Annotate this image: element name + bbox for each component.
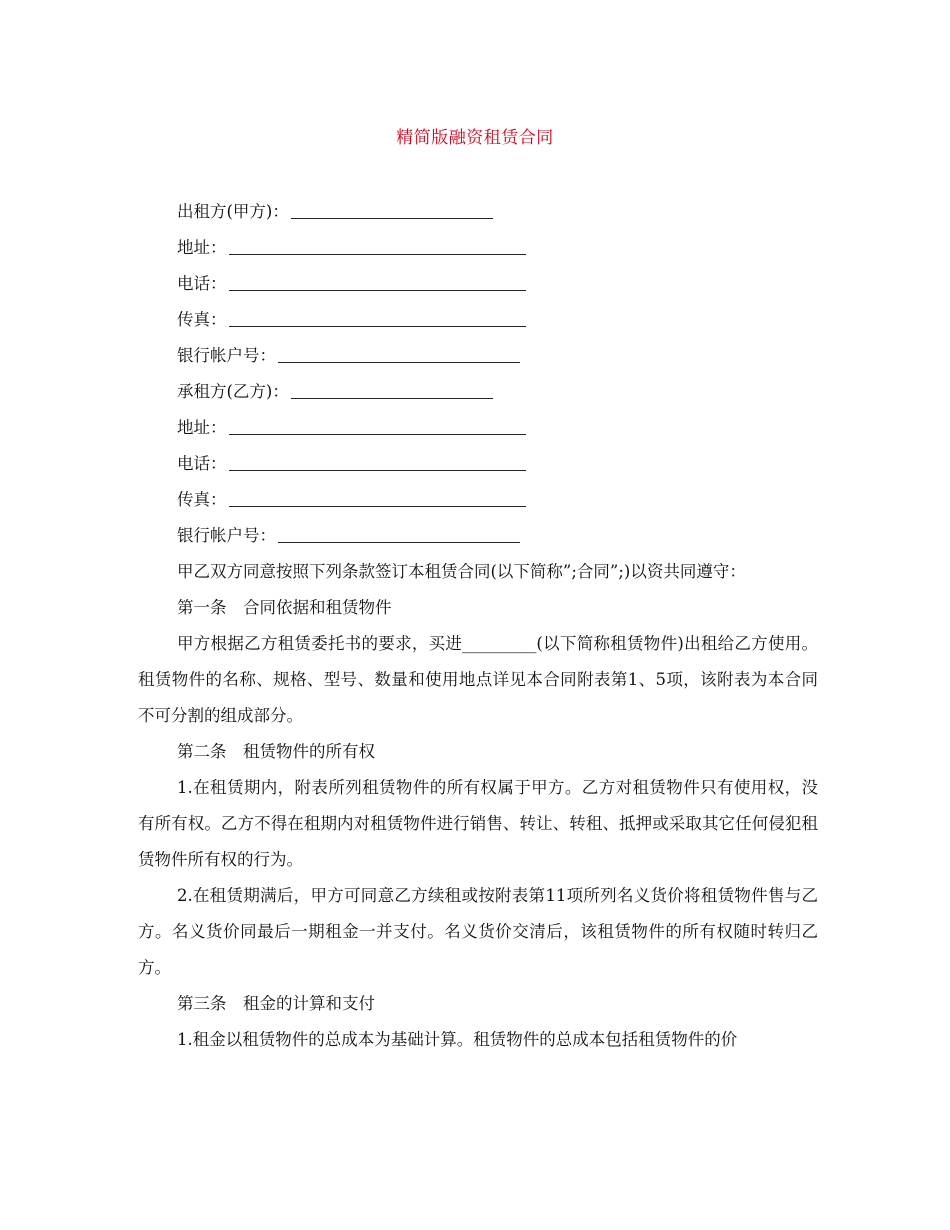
party-a-bank-field[interactable] [278, 344, 520, 363]
party-b-name-line [138, 374, 818, 410]
party-a-phone-field[interactable] [229, 272, 526, 291]
article-3-paragraph-1: 1.租金以租赁物件的总成本为基础计算。租赁物件的总成本包括租赁物件的价 [177, 1030, 738, 1049]
document-body [138, 194, 818, 1058]
party-b-bank-label: 银行帐户号： [177, 526, 276, 545]
party-a-phone-label: 电话： [177, 274, 227, 293]
party-b-label: 承租方(乙方)： [177, 382, 289, 401]
document-title: 精简版融资租赁合同 [396, 128, 554, 148]
party-a-fax-field[interactable] [229, 308, 526, 327]
article-1-paragraph-1: 甲方根据乙方租赁委托书的要求，买进_________(以下简称租赁物件)出租给乙方使用。租赁物件的名称、规格、型号、数量和使用地点详见本合同附表第1、5项，该附表为本合同不可分割的组成部分。 [138, 634, 818, 725]
party-a-bank-line [138, 338, 818, 374]
party-a-phone-line [138, 266, 818, 302]
party-a-name-line [138, 194, 818, 230]
party-b-fax-label: 传真： [177, 490, 227, 509]
party-a-address-field[interactable] [229, 236, 526, 255]
article-2-paragraph-1: 1.在租赁期内，附表所列租赁物件的所有权属于甲方。乙方对租赁物件只有使用权，没有所有权。乙方不得在租期内对租赁物件进行销售、转让、转租、抵押或采取其它任何侵犯租赁物件所有权的行为。 [138, 778, 818, 869]
intro-paragraph: 甲乙双方同意按照下列条款签订本租赁合同(以下简称”;合同”;)以资共同遵守： [177, 562, 746, 581]
party-a-fax-line [138, 302, 818, 338]
article-1-heading: 第一条 合同依据和租赁物件 [177, 598, 392, 617]
article-3-heading: 第三条 租金的计算和支付 [177, 994, 375, 1013]
party-a-label: 出租方(甲方)： [177, 202, 289, 221]
party-a-bank-label: 银行帐户号： [177, 346, 276, 365]
party-b-name-field[interactable] [291, 380, 493, 399]
party-b-fax-field[interactable] [229, 488, 526, 507]
party-a-fax-label: 传真： [177, 310, 227, 329]
party-b-bank-line [138, 518, 818, 554]
party-b-address-field[interactable] [229, 416, 526, 435]
party-b-phone-label: 电话： [177, 454, 227, 473]
party-b-address-line [138, 410, 818, 446]
party-a-name-field[interactable] [291, 200, 493, 219]
party-a-address-label: 地址： [177, 238, 227, 257]
article-2-paragraph-2: 2.在租赁期满后，甲方可同意乙方续租或按附表第11项所列名义货价将租赁物件售与乙方。名义货价同最后一期租金一并支付。名义货价交清后，该租赁物件的所有权随时转归乙方。 [138, 886, 818, 977]
party-b-bank-field[interactable] [278, 524, 520, 543]
party-b-address-label: 地址： [177, 418, 227, 437]
party-b-phone-field[interactable] [229, 452, 526, 471]
party-b-phone-line [138, 446, 818, 482]
article-2-heading: 第二条 租赁物件的所有权 [177, 742, 375, 761]
party-b-fax-line [138, 482, 818, 518]
party-a-address-line [138, 230, 818, 266]
